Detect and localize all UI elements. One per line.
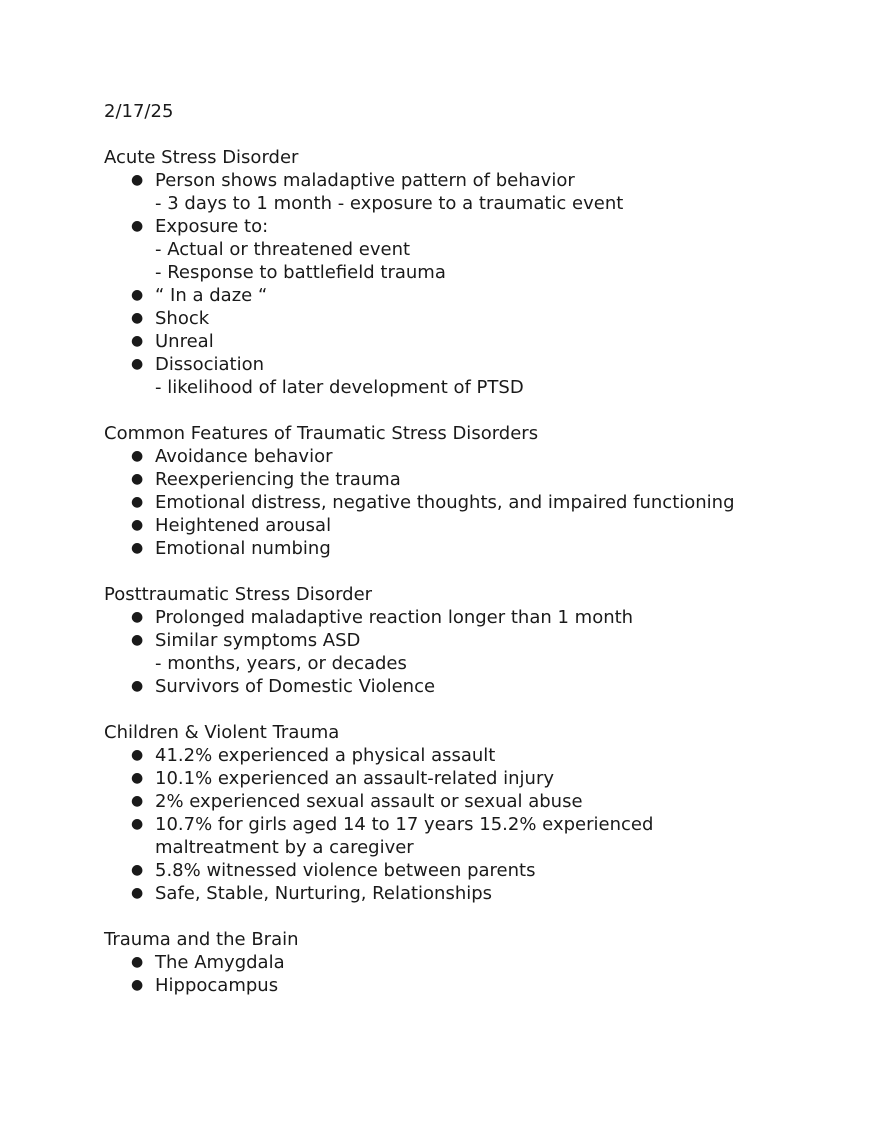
list-item-text: Unreal <box>155 331 214 352</box>
list-item <box>104 813 775 859</box>
list-item-text: Shock <box>155 308 210 329</box>
bullet-icon: ● <box>131 494 144 510</box>
list-item-text: Person shows maladaptive pattern of behavior <box>155 170 575 191</box>
list-item-text: Heightened arousal <box>155 515 332 536</box>
list-item <box>104 974 775 997</box>
list-item-text: Reexperiencing the trauma <box>155 469 401 490</box>
list-item <box>104 859 775 882</box>
notes-body <box>104 146 880 997</box>
list-item <box>104 169 775 215</box>
list-item <box>104 790 775 813</box>
bullet-icon: ● <box>131 172 144 188</box>
list-item <box>104 882 775 905</box>
list-item-text: 10.1% experienced an assault-related injury <box>155 768 555 789</box>
note-section <box>104 146 880 399</box>
bullet-icon: ● <box>131 770 144 786</box>
bullet-icon: ● <box>131 333 144 349</box>
bullet-list <box>104 951 880 997</box>
list-item <box>104 445 775 468</box>
section-heading: Trauma and the Brain <box>104 929 299 950</box>
section-heading: Posttraumatic Stress Disorder <box>104 584 373 605</box>
bullet-icon: ● <box>131 793 144 809</box>
bullet-list <box>104 169 880 399</box>
bullet-icon: ● <box>131 540 144 556</box>
list-item-text: Emotional distress, negative thoughts, and impaired functioning <box>155 492 735 513</box>
list-item <box>104 215 775 284</box>
list-item-text: The Amygdala <box>155 952 285 973</box>
section-heading: Common Features of Traumatic Stress Disorders <box>104 423 539 444</box>
list-item <box>104 537 775 560</box>
bullet-icon: ● <box>131 517 144 533</box>
list-item <box>104 767 775 790</box>
list-item-text: Avoidance behavior <box>155 446 333 467</box>
list-item <box>104 514 775 537</box>
list-item-text: Survivors of Domestic Violence <box>155 676 436 697</box>
list-item-text: Emotional numbing <box>155 538 331 559</box>
bullet-list <box>104 606 880 698</box>
section-heading: Acute Stress Disorder <box>104 147 299 168</box>
list-item <box>104 606 775 629</box>
list-item <box>104 307 775 330</box>
sub-note-line: - likelihood of later development of PTSD <box>155 377 524 398</box>
note-date: 2/17/25 <box>104 101 174 122</box>
list-item <box>104 629 775 675</box>
list-item <box>104 744 775 767</box>
sub-note-line: - Actual or threatened event <box>155 239 411 260</box>
bullet-icon: ● <box>131 977 144 993</box>
bullet-icon: ● <box>131 954 144 970</box>
bullet-icon: ● <box>131 218 144 234</box>
bullet-icon: ● <box>131 632 144 648</box>
bullet-icon: ● <box>131 609 144 625</box>
sub-note-line: - 3 days to 1 month - exposure to a traumatic event <box>155 193 624 214</box>
list-item <box>104 951 775 974</box>
list-item-text: 2% experienced sexual assault or sexual abuse <box>155 791 583 812</box>
list-item-text: 41.2% experienced a physical assault <box>155 745 496 766</box>
note-section <box>104 721 880 905</box>
sub-note-line: - months, years, or decades <box>155 653 407 674</box>
bullet-icon: ● <box>131 356 144 372</box>
list-item-text: 5.8% witnessed violence between parents <box>155 860 536 881</box>
list-item <box>104 330 775 353</box>
note-section <box>104 583 880 698</box>
list-item-text: Dissociation <box>155 354 265 375</box>
list-item-text: 10.7% for girls aged 14 to 17 years 15.2% experienced maltreatment by a caregiver <box>155 814 654 858</box>
list-item <box>104 353 775 399</box>
bullet-icon: ● <box>131 862 144 878</box>
bullet-list <box>104 744 880 905</box>
bullet-icon: ● <box>131 816 144 832</box>
list-item <box>104 284 775 307</box>
section-heading: Children & Violent Trauma <box>104 722 340 743</box>
bullet-list <box>104 445 880 560</box>
bullet-icon: ● <box>131 885 144 901</box>
list-item-text: Prolonged maladaptive reaction longer than 1 month <box>155 607 634 628</box>
bullet-icon: ● <box>131 310 144 326</box>
list-item-text: Similar symptoms ASD <box>155 630 361 651</box>
bullet-icon: ● <box>131 448 144 464</box>
list-item-text: Exposure to: <box>155 216 269 237</box>
note-section <box>104 928 880 997</box>
bullet-icon: ● <box>131 471 144 487</box>
bullet-icon: ● <box>131 747 144 763</box>
bullet-icon: ● <box>131 678 144 694</box>
list-item-text: Hippocampus <box>155 975 279 996</box>
list-item <box>104 675 775 698</box>
bullet-icon: ● <box>131 287 144 303</box>
list-item <box>104 491 775 514</box>
list-item-text: Safe, Stable, Nurturing, Relationships <box>155 883 493 904</box>
note-section <box>104 422 880 560</box>
sub-note-line: - Response to battlefield trauma <box>155 262 446 283</box>
list-item-text: “ In a daze “ <box>155 285 268 306</box>
list-item <box>104 468 775 491</box>
